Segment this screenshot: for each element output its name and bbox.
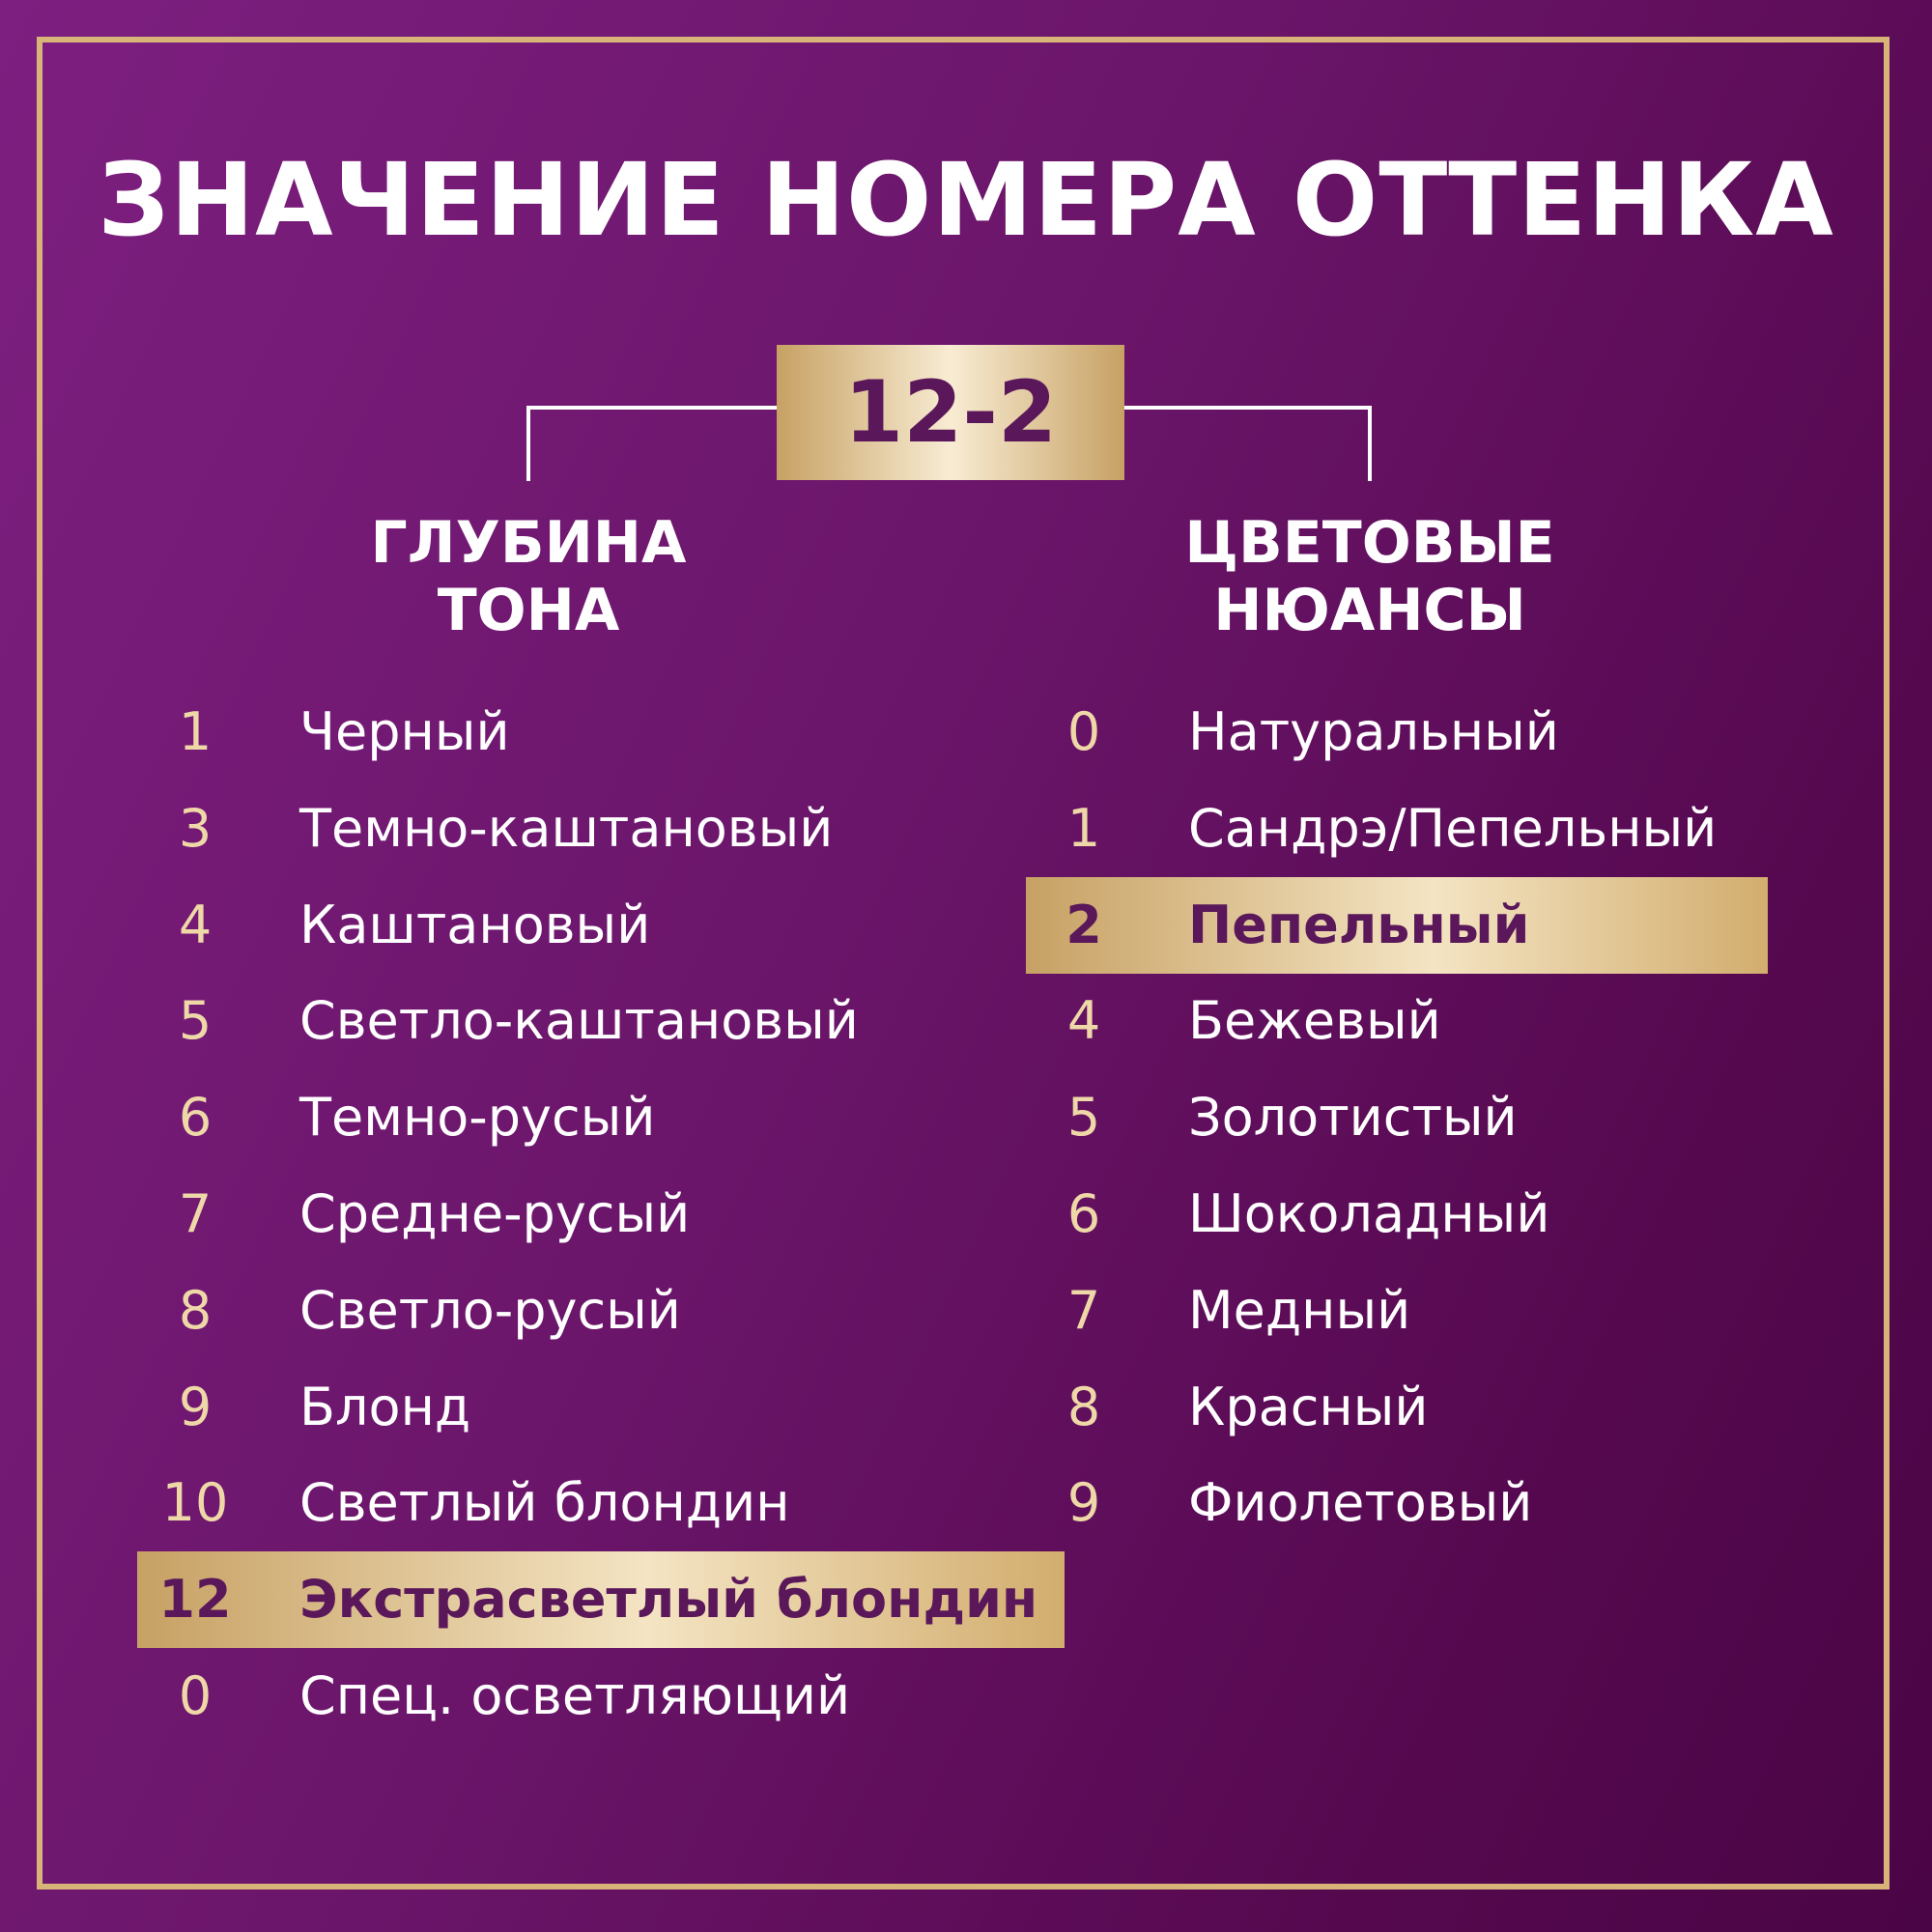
- nuance-item-label: Золотистый: [1188, 1087, 1518, 1149]
- depth-heading-line1: ГЛУБИНА: [370, 509, 687, 577]
- nuance-list-item: [1026, 973, 1768, 1069]
- nuance-item-label: Фиолетовый: [1188, 1472, 1533, 1534]
- depth-list-item: [137, 1166, 1065, 1263]
- depth-list-item: [137, 1263, 1065, 1359]
- depth-list-item: [137, 1551, 1065, 1648]
- nuance-item-number: 1: [1066, 797, 1101, 859]
- nuance-heading: [1080, 509, 1660, 644]
- nuance-item-label: Пепельный: [1188, 894, 1530, 955]
- nuance-item-number: 8: [1066, 1376, 1101, 1437]
- bracket-right-horizontal: [1123, 406, 1372, 410]
- depth-item-number: 8: [178, 1279, 213, 1341]
- nuance-list-item: [1026, 1263, 1768, 1359]
- depth-item-label: Спец. осветляющий: [299, 1665, 851, 1726]
- depth-item-number: 3: [178, 797, 213, 859]
- nuance-list-item: [1026, 1359, 1768, 1456]
- bracket-left-horizontal: [526, 406, 778, 410]
- page-title: ЗНАЧЕНИЕ НОМЕРА ОТТЕНКА: [98, 141, 1834, 259]
- depth-list-item: [137, 1069, 1065, 1166]
- bracket-right-vertical: [1368, 406, 1372, 481]
- depth-item-label: Темно-русый: [299, 1087, 656, 1149]
- depth-item-label: Экстрасветлый блондин: [299, 1569, 1038, 1631]
- nuance-item-label: Медный: [1188, 1279, 1411, 1341]
- depth-list-item: [137, 684, 1065, 781]
- depth-item-label: Светло-каштановый: [299, 990, 859, 1052]
- depth-item-number: 7: [178, 1183, 213, 1244]
- nuance-list-item: [1026, 877, 1768, 974]
- nuance-item-number: 9: [1066, 1472, 1101, 1534]
- nuance-item-number: 6: [1066, 1183, 1101, 1244]
- shade-code-badge: 12-2: [777, 345, 1124, 480]
- depth-heading-line2: ТОНА: [437, 577, 620, 644]
- depth-item-number: 12: [158, 1569, 232, 1631]
- depth-list-item: [137, 781, 1065, 877]
- nuance-list-item: [1026, 781, 1768, 877]
- depth-item-label: Блонд: [299, 1376, 471, 1437]
- nuance-item-number: 4: [1066, 990, 1101, 1052]
- nuance-item-label: Шоколадный: [1188, 1183, 1550, 1244]
- nuance-heading-line2: НЮАНСЫ: [1213, 577, 1526, 644]
- nuance-item-number: 0: [1066, 701, 1101, 762]
- depth-item-label: Черный: [299, 701, 510, 762]
- depth-item-label: Светло-русый: [299, 1279, 681, 1341]
- bracket-left-vertical: [526, 406, 530, 481]
- depth-item-number: 4: [178, 894, 213, 955]
- depth-item-label: Средне-русый: [299, 1183, 691, 1244]
- nuance-list-item: [1026, 1166, 1768, 1263]
- depth-list-item: [137, 1648, 1065, 1745]
- depth-list-item: [137, 877, 1065, 974]
- depth-item-label: Темно-каштановый: [299, 797, 834, 859]
- nuance-item-number: 5: [1066, 1087, 1101, 1149]
- depth-heading: [239, 509, 818, 644]
- depth-list-item: [137, 1455, 1065, 1551]
- depth-item-label: Светлый блондин: [299, 1472, 790, 1534]
- nuance-list-item: [1026, 1069, 1768, 1166]
- depth-item-number: 0: [178, 1665, 213, 1726]
- nuance-item-label: Бежевый: [1188, 990, 1441, 1052]
- depth-item-number: 9: [178, 1376, 213, 1437]
- nuance-list-item: [1026, 1455, 1768, 1551]
- nuance-item-label: Натуральный: [1188, 701, 1559, 762]
- depth-item-number: 1: [178, 701, 213, 762]
- nuance-item-number: 2: [1065, 894, 1102, 955]
- depth-list-item: [137, 973, 1065, 1069]
- nuance-item-number: 7: [1066, 1279, 1101, 1341]
- depth-item-number: 6: [178, 1087, 213, 1149]
- depth-list-item: [137, 1359, 1065, 1456]
- depth-item-number: 10: [161, 1472, 229, 1534]
- nuance-item-label: Сандрэ/Пепельный: [1188, 797, 1718, 859]
- depth-item-number: 5: [178, 990, 213, 1052]
- depth-item-label: Каштановый: [299, 894, 651, 955]
- nuance-list-item: [1026, 684, 1768, 781]
- nuance-heading-line1: ЦВЕТОВЫЕ: [1184, 509, 1555, 577]
- nuance-item-label: Красный: [1188, 1376, 1429, 1437]
